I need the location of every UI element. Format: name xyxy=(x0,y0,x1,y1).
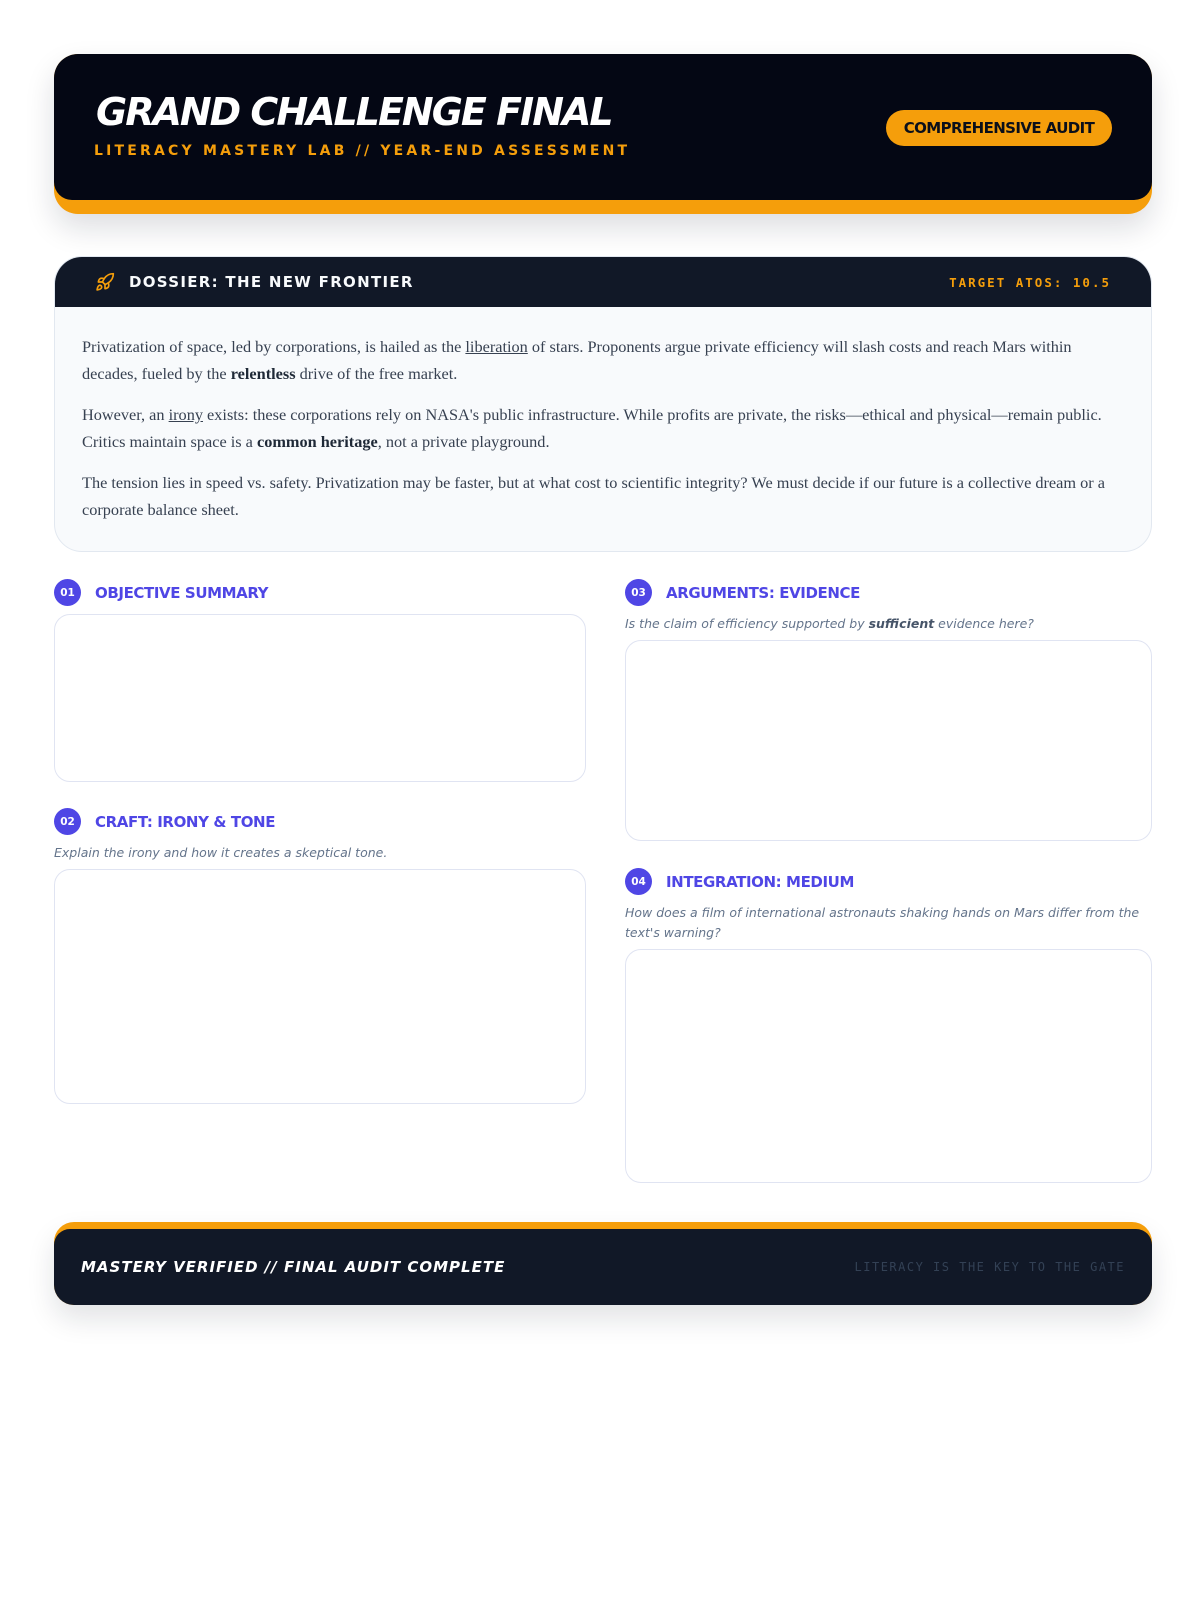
page-subtitle: LITERACY MASTERY LAB // YEAR-END ASSESSMENT xyxy=(94,143,631,159)
dossier-body xyxy=(55,307,1151,523)
question-3-header xyxy=(625,579,860,606)
rocket-icon xyxy=(95,272,115,292)
vocab-irony: irony xyxy=(168,405,203,424)
emphasis-common-heritage: common heritage xyxy=(256,432,378,451)
footer-motto: LITERACY IS THE KEY TO THE GATE xyxy=(854,1260,1125,1274)
dossier-paragraph-3: The tension lies in speed vs. safety. Privatization may be faster, but at what cost to scientific integrity? We must decide if our future is a collective dream or a corporate balance sheet. xyxy=(82,473,1105,519)
question-1-title: OBJECTIVE SUMMARY xyxy=(95,583,269,602)
question-2-number: 02 xyxy=(54,808,81,835)
question-3-answer-box[interactable] xyxy=(625,640,1152,841)
target-atos: TARGET ATOS: 10.5 xyxy=(949,274,1111,290)
question-4-prompt: How does a film of international astronauts shaking hands on Mars differ from the text's warning? xyxy=(625,905,1140,940)
question-2-title: CRAFT: IRONY & TONE xyxy=(95,812,276,831)
question-2-answer-box[interactable] xyxy=(54,869,586,1104)
question-3-number: 03 xyxy=(625,579,652,606)
question-2-prompt: Explain the irony and how it creates a skeptical tone. xyxy=(54,845,388,860)
question-3-title: ARGUMENTS: EVIDENCE xyxy=(666,583,860,602)
question-4-answer-box[interactable] xyxy=(625,949,1152,1183)
emphasis-sufficient: sufficient xyxy=(868,616,935,631)
dossier-title-group xyxy=(95,272,414,292)
header-panel xyxy=(54,54,1152,200)
vocab-liberation: liberation xyxy=(465,337,528,356)
question-1-answer-box[interactable] xyxy=(54,614,586,782)
footer-banner xyxy=(54,1222,1152,1305)
dossier-header xyxy=(55,257,1151,307)
dossier-card xyxy=(54,256,1152,552)
question-3-prompt: Is the claim of efficiency supported by sufficient evidence here? xyxy=(625,616,1034,631)
header-banner xyxy=(54,54,1152,214)
dossier-paragraph-2: However, an irony exists: these corporations rely on NASA's public infrastructure. While profits are private, the risks—ethical and physical—remain public. Critics maintain space is a common heritage, not a private playground. xyxy=(82,405,1102,451)
question-1-header xyxy=(54,579,268,606)
question-4-title: INTEGRATION: MEDIUM xyxy=(666,872,854,891)
audit-badge: COMPREHENSIVE AUDIT xyxy=(886,110,1112,146)
dossier-paragraph-1: Privatization of space, led by corporations, is hailed as the liberation of stars. Proponents argue private efficiency will slash costs and reach Mars within decades, fueled by the relentless drive of the free market. xyxy=(82,337,1072,383)
question-4-header xyxy=(625,868,854,895)
question-2-header xyxy=(54,808,275,835)
footer-panel xyxy=(54,1229,1152,1305)
question-1-number: 01 xyxy=(54,579,81,606)
question-4-number: 04 xyxy=(625,868,652,895)
footer-status: MASTERY VERIFIED // FINAL AUDIT COMPLETE xyxy=(81,1258,506,1276)
emphasis-relentless: relentless xyxy=(230,364,296,383)
page-title: GRAND CHALLENGE FINAL xyxy=(96,90,612,134)
dossier-title: DOSSIER: THE NEW FRONTIER xyxy=(129,273,414,291)
